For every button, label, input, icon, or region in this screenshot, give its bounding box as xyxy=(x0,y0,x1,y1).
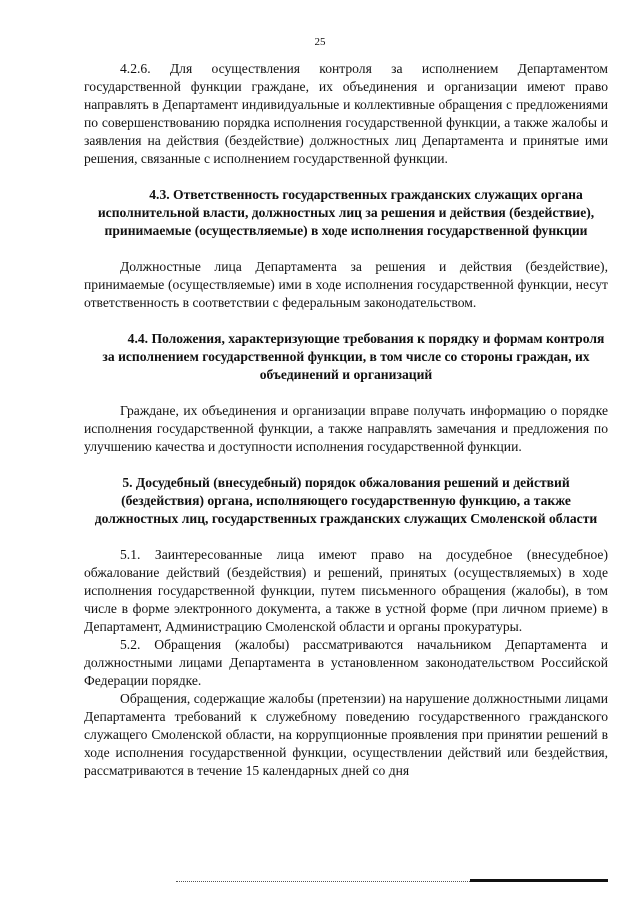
document-body xyxy=(84,60,608,780)
heading-5: 5. Досудебный (внесудебный) порядок обжалования решений и действий (бездействия) органа, исполняющего государственную функцию, а также должностных лиц, государственных гражданских служащих Смоленской области xyxy=(94,475,598,526)
page-number: 25 xyxy=(314,36,326,48)
heading-4-4: 4.4. Положения, характеризующие требования к порядку и формам контроля за исполнением государственной функции, в том числе со стороны граждан, их объединений и организаций xyxy=(102,331,605,382)
paragraph-4-4: Граждане, их объединения и организации вправе получать информацию о порядке исполнения государственной функции, а также направлять замечания и предложения по улучшению качества и доступности исполнения государственной функции. xyxy=(84,403,608,454)
paragraph-5-2: 5.2. Обращения (жалобы) рассматриваются начальником Департамента и должностными лицами Департамента в установленном законодательством Российской Федерации порядке. xyxy=(84,637,608,688)
paragraph-5-1: 5.1. Заинтересованные лица имеют право на досудебное (внесудебное) обжалование действий (бездействия) и решений, принятых (осуществляемых) в ходе исполнения государственной функции, путем письменного обращения (жалобы), в том числе в форме электронного документа, а также в устной форме (при личном приеме) в Департамент, Администрацию Смоленской области и органы прокуратуры. xyxy=(84,547,608,634)
paragraph-4-2-6: 4.2.6. Для осуществления контроля за исполнением Департаментом государственной функции граждане, их объединения и организации имеют право направлять в Департамент индивидуальные и коллективные обращения с предложениями по совершенствованию порядка исполнения государственной функции, а также жалобы и заявления на действия (бездействие) должностных лиц Департамента и принятые ими решения, связанные с исполнением государственной функции. xyxy=(84,61,608,166)
paragraph-5-2-continued: Обращения, содержащие жалобы (претензии) на нарушение должностными лицами Департамента требований к служебному поведению государственного гражданского служащего Смоленской области, на коррупционные проявления при принятии решений в ходе исполнения государственной функции, осуществлении действий или бездействия, рассматриваются в течение 15 календарных дней со дня xyxy=(84,691,608,778)
footer-rule-thick xyxy=(470,879,608,882)
heading-4-3: 4.3. Ответственность государственных гражданских служащих органа исполнительной власти, должностных лиц за решения и действия (бездействие), принимаемые (осуществляемые) в ходе исполнения государственной функции xyxy=(97,187,595,238)
paragraph-4-3: Должностные лица Департамента за решения и действия (бездействие), принимаемые (осуществляемые) ими в ходе исполнения государственной функции, несут ответственность в соответствии с федеральным законодательством. xyxy=(84,259,608,310)
